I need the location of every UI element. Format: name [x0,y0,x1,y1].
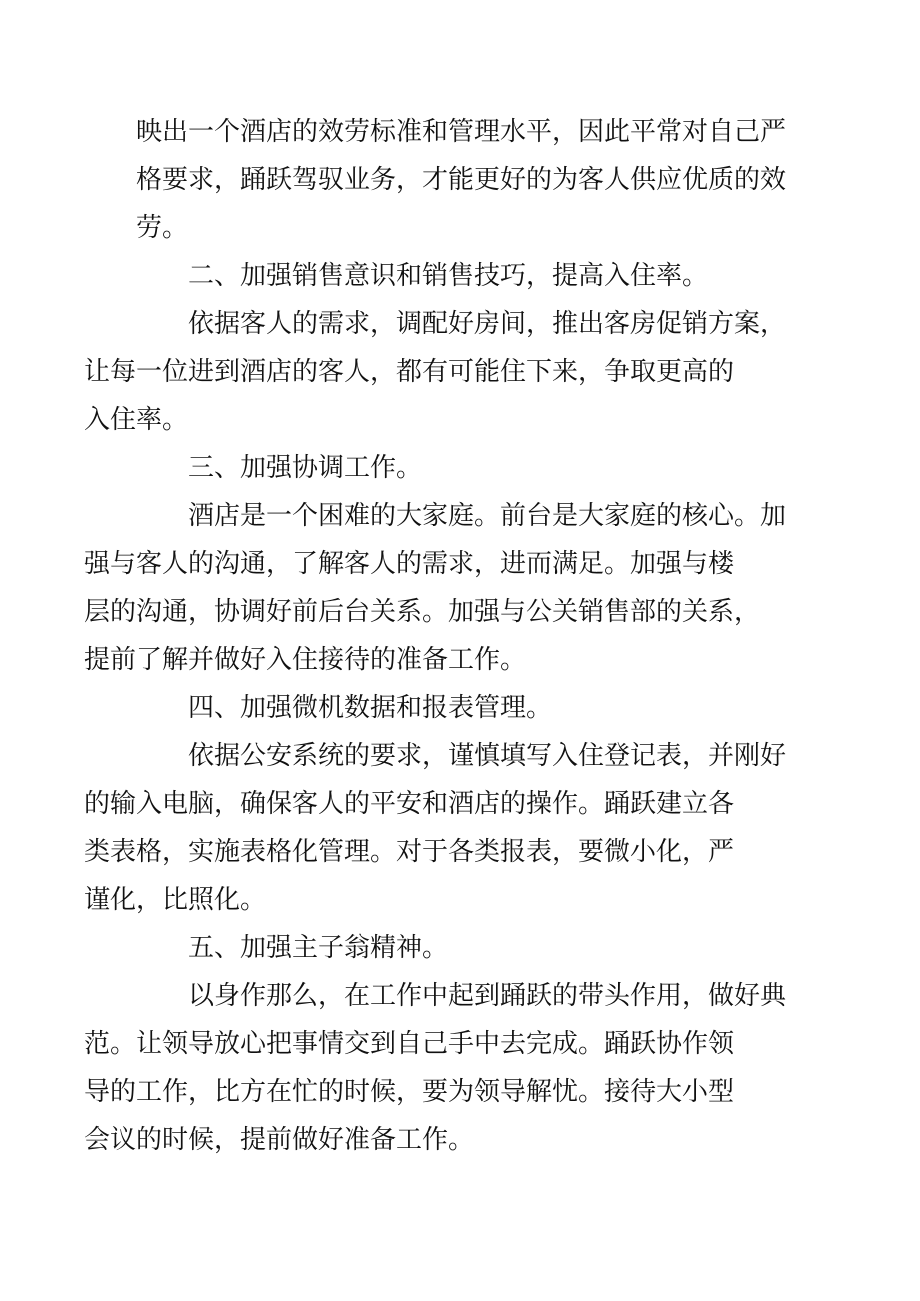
text-line: 酒店是一个困难的大家庭。前台是大家庭的核心。加 [188,501,787,531]
text-line: 提前了解并做好入住接待的准备工作。 [84,645,527,675]
text-line: 劳。 [136,213,189,243]
text-line: 五、加强主子翁精神。 [188,933,449,963]
text-line: 层的沟通，协调好前后台关系。加强与公关销售部的关系， [84,597,761,627]
section-heading-3 [136,444,816,492]
text-line: 四、加强微机数据和报表管理。 [188,693,553,723]
text-line: 的输入电脑，确保客人的平安和酒店的操作。踊跃建立各 [84,789,735,819]
text-line: 入住率。 [84,405,189,435]
text-line: 谨化，比照化。 [84,885,267,915]
text-line: 格要求，踊跃驾驭业务，才能更好的为客人供应优质的效 [136,165,787,195]
text-line: 依据公安系统的要求，谨慎填写入住登记表，并刚好 [188,741,787,771]
text-line: 二、加强销售意识和销售技巧，提高入住率。 [188,261,709,291]
paragraph-continuation [136,108,816,252]
text-line: 让每一位进到酒店的客人，都有可能住下来，争取更高的 [84,357,735,387]
text-line: 三、加强协调工作。 [188,453,423,483]
text-line: 强与客人的沟通，了解客人的需求，进而满足。加强与楼 [84,549,735,579]
paragraph-ownership [84,972,816,1164]
text-line: 会议的时候，提前做好准备工作。 [84,1125,475,1155]
text-line: 导的工作，比方在忙的时候，要为领导解忧。接待大小型 [84,1077,735,1107]
paragraph-coordination [84,492,816,684]
text-line: 以身作那么，在工作中起到踊跃的带头作用，做好典 [188,981,787,1011]
section-heading-2 [136,252,816,300]
section-heading-4 [136,684,816,732]
section-heading-5 [136,924,816,972]
paragraph-sales [84,300,816,444]
document-body [84,108,816,1164]
text-line: 范。让领导放心把事情交到自己手中去完成。踊跃协作领 [84,1029,735,1059]
text-line: 映出一个酒店的效劳标准和管理水平，因此平常对自己严 [136,117,787,147]
paragraph-data-management [84,732,816,924]
text-line: 类表格，实施表格化管理。对于各类报表，要微小化，严 [84,837,735,867]
text-line: 依据客人的需求，调配好房间，推出客房促销方案， [188,309,787,339]
